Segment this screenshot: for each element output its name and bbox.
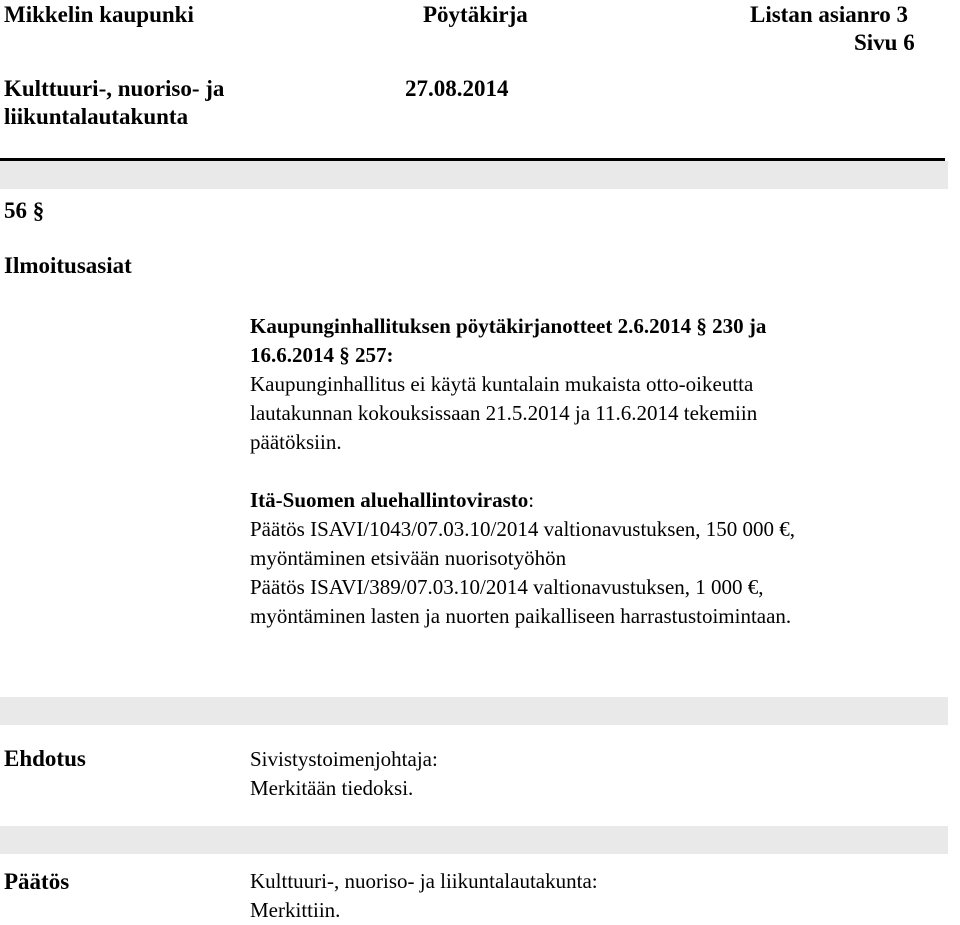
agency-heading [250,486,534,515]
notice-text-line1: Kaupunginhallitus ei käytä kuntalain mukaista otto-oikeutta [250,372,754,396]
agency-name: Itä-Suomen aluehallintovirasto [250,488,529,512]
decision-line1: Kulttuuri-, nuoriso- ja liikuntalautakunta: [250,869,598,893]
board-name-line2: liikuntalautakunta [4,104,189,129]
agency-colon: : [528,488,535,512]
decision-item1-line1: Päätös ISAVI/1043/07.03.10/2014 valtionavustuksen, 150 000 €, [250,517,796,541]
section-separator-1 [0,697,948,725]
decision-line2: Merkittiin. [250,898,341,922]
proposal-label: Ehdotus [4,746,86,771]
board-name-line1: Kulttuuri-, nuoriso- ja [4,76,225,101]
proposal-line2: Merkitään tiedoksi. [250,776,414,800]
section-separator-2 [0,826,948,854]
notice-heading-line1: Kaupunginhallituksen pöytäkirjanotteet 2.6.2014 § 230 ja [250,314,767,338]
document-type: Pöytäkirja [423,2,528,27]
meeting-date: 27.08.2014 [405,76,509,101]
decision-item2-line1: Päätös ISAVI/389/07.03.10/2014 valtionavustuksen, 1 000 €, [250,575,764,599]
notice-text-line3: päätöksiin. [250,430,342,454]
decision-item2-line2: myöntäminen lasten ja nuorten paikalliseen harrastustoimintaan. [250,604,792,628]
proposal-line1: Sivistystoimenjohtaja: [250,747,438,771]
notice-text-line2: lautakunnan kokouksissaan 21.5.2014 ja 11.6.2014 tekemiin [250,401,758,425]
notice-heading-line2: 16.6.2014 § 257: [250,343,394,367]
section-number: 56 § [4,198,45,223]
header-shade [0,161,948,189]
city-name: Mikkelin kaupunki [4,2,194,27]
decision-item1-line2: myöntäminen etsivään nuorisotyöhön [250,546,567,570]
page-number: Sivu 6 [854,30,915,55]
list-number: Listan asianro 3 [750,2,909,27]
section-title: Ilmoitusasiat [4,253,132,278]
decision-label: Päätös [4,869,70,894]
